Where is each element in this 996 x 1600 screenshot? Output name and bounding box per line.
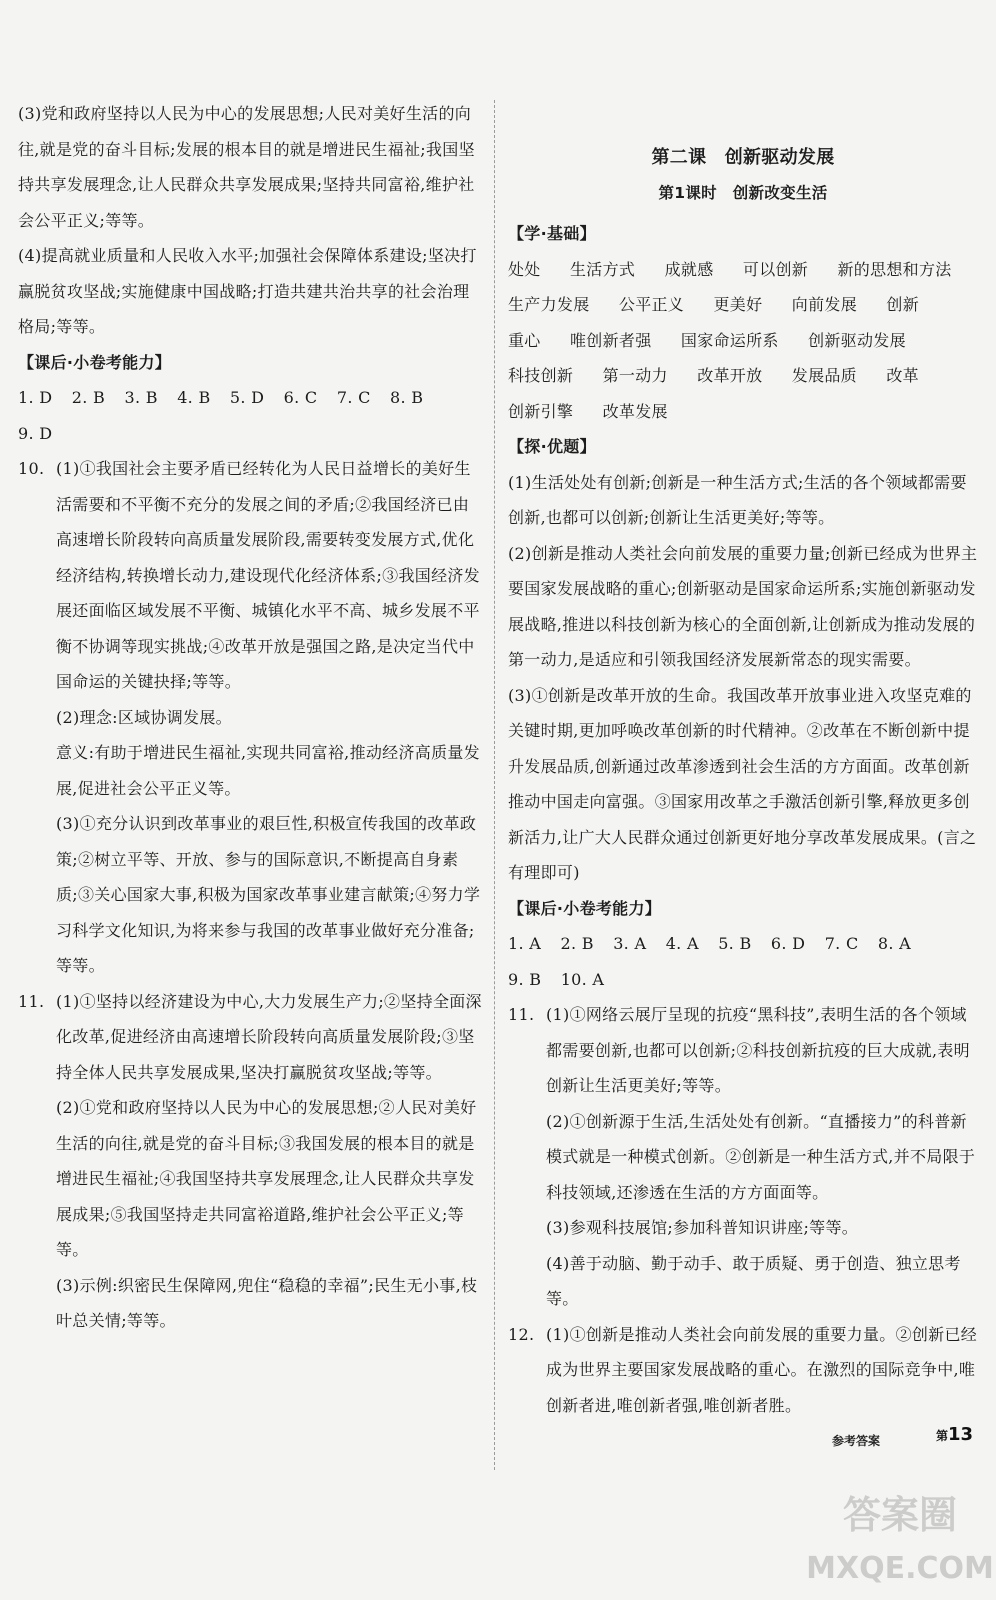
answer: 8. B <box>390 388 424 407</box>
q11-part-3: (3)示例:织密民生保障网,兜住“稳稳的幸福”;民生无小事,枝叶总关情;等等。 <box>56 1275 478 1330</box>
vocab-word: 发展品质 <box>791 366 857 385</box>
q10-part-2b: 意义:有助于增进民生福祉,实现共同富裕,推动经济高质量发展,促进社会公平正义等。 <box>56 743 480 798</box>
left-answers-row-1 <box>18 380 482 416</box>
answer: 2. B <box>71 388 106 407</box>
right-question-11 <box>508 997 978 1317</box>
r-q11-part-4: (4)善于动脑、勤于动手、敢于质疑、勇于创造、独立思考等。 <box>546 1253 961 1308</box>
column-divider <box>494 100 495 1470</box>
vocab-word: 重心 <box>508 330 541 350</box>
vocab-word: 创新引擎 <box>508 401 574 421</box>
page-prefix: 第 <box>936 1429 949 1443</box>
answer: 5. D <box>229 388 265 407</box>
page-number <box>936 1424 973 1445</box>
watermark-line-1: 答案圈 <box>842 1493 958 1537</box>
footer-label: 参考答案 <box>832 1434 881 1448</box>
left-question-10 <box>18 451 482 984</box>
r-q11-part-1: (1)①网络云展厅呈现的抗疫“黑科技”,表明生活的各个领域都需要创新,也都可以创新;②科技创新抗疫的巨大成就,表明创新让生活更美好;等等。 <box>546 1005 970 1095</box>
vocab-word: 更美好 <box>713 295 763 314</box>
answer: 3. B <box>124 388 158 407</box>
answer: 2. B <box>560 934 594 953</box>
answer: 6. C <box>283 388 318 407</box>
vocab-word: 创新驱动发展 <box>808 330 906 350</box>
page-number-value: 13 <box>948 1424 974 1445</box>
right-answers-row-2 <box>508 962 978 998</box>
answer: 1. D <box>18 388 53 407</box>
vocab-word: 唯创新者强 <box>570 330 652 350</box>
vocab-row-2 <box>508 287 978 323</box>
q11-part-2: (2)①党和政府坚持以人民为中心的发展思想;②人民对美好生活的向往,就是党的奋斗目标;③我国发展的根本目的就是增进民生福祉;④我国坚持共享发展理念,让人民群众共享发展成果;⑤我国坚持走共同富裕道路,维护社会公平正义;等等。 <box>56 1098 477 1259</box>
left-column <box>18 96 482 1339</box>
vocab-word: 可以创新 <box>742 259 809 279</box>
answer: 4. B <box>177 388 211 407</box>
right-section-explore: 【探·优题】 <box>508 437 596 456</box>
explore-part-2: (2)创新是推动人类社会向前发展的重要力量;创新已经成为世界主要国家发展战略的重心;创新驱动是国家命运所系;实施创新驱动发展战略,推进以科技创新为核心的全面创新,让创新成为推动发展的第一动力,是适应和引领我国经济发展新常态的现实需要。 <box>508 543 978 669</box>
question-number: 11. <box>18 991 45 1011</box>
left-question-11 <box>18 984 482 1339</box>
vocab-row-1 <box>508 252 978 288</box>
r-q11-part-2: (2)①创新源于生活,生活处处有创新。“直播接力”的科普新模式就是一种模式创新。②创新是一种生活方式,并不局限于科技领域,还渗透在生活的方方面面等。 <box>546 1111 976 1202</box>
answer: 3. A <box>613 934 647 953</box>
vocab-word: 向前发展 <box>791 295 857 314</box>
q10-part-1: (1)①我国社会主要矛盾已经转化为人民日益增长的美好生活需要和不平衡不充分的发展之间的矛盾;②我国经济已由高速增长阶段转向高质量发展阶段,需要转变发展方式,优化经济结构,转换增长动力,建设现代化经济体系;③我国经济发展还面临区域发展不平衡、城镇化水平不高、城乡发展不平衡不协调等现实挑战;④改革开放是强国之路,是决定当代中国命运的关键抉择;等等。 <box>56 459 480 691</box>
q10-part-3: (3)①充分认识到改革事业的艰巨性,积极宣传我国的改革政策;②树立平等、开放、参与的国际意识,不断提高自身素质;③关心国家大事,积极为国家改革事业建言献策;④努力学习科学文化知识,为将来参与我国的改革事业做好充分准备;等等。 <box>56 814 481 975</box>
q10-part-2a: (2)理念:区域协调发展。 <box>56 707 232 727</box>
r-q11-part-3: (3)参观科技展馆;参加科普知识讲座;等等。 <box>546 1218 859 1237</box>
left-answers-row-2 <box>18 416 482 452</box>
q11-part-1: (1)①坚持以经济建设为中心,大力发展生产力;②坚持全面深化改革,促进经济由高速增长阶段转向高质量发展阶段;③坚持全体人民共享发展成果,坚决打赢脱贫攻坚战;等等。 <box>56 991 482 1082</box>
question-number: 11. <box>508 1005 535 1024</box>
answer: 6. D <box>770 934 806 953</box>
answer: 8. A <box>877 934 911 953</box>
answer: 1. A <box>508 934 542 953</box>
explore-part-3: (3)①创新是改革开放的生命。我国改革开放事业进入攻坚克难的关键时期,更加呼唤改革创新的时代精神。②改革在不断创新中提升发展品质,创新通过改革渗透到社会生活的方方面面。改革创新推动中国走向富强。③国家用改革之手激活创新引擎,释放更多创新活力,让广大人民群众通过创新更好地分享改革发展成果。(言之有理即可) <box>508 685 977 882</box>
vocab-word: 改革发展 <box>602 401 668 421</box>
vocab-word: 国家命运所系 <box>680 330 779 350</box>
vocab-word: 生产力发展 <box>508 295 590 314</box>
answer: 10. A <box>560 969 605 989</box>
question-number: 12. <box>508 1324 535 1344</box>
vocab-word: 新的思想和方法 <box>837 259 952 279</box>
answer: 9. B <box>508 969 542 989</box>
lesson-subtitle: 第1课时 创新改变生活 <box>658 184 828 202</box>
vocab-word: 科技创新 <box>508 366 574 385</box>
watermark-logo <box>806 1480 994 1590</box>
vocab-word: 创新 <box>886 295 919 314</box>
answer: 7. C <box>336 388 371 407</box>
vocab-word: 改革开放 <box>697 366 763 385</box>
lesson-title: 第二课 创新驱动发展 <box>651 147 835 168</box>
left-paragraph-3: (3)党和政府坚持以人民为中心的发展思想;人民对美好生活的向往,就是党的奋斗目标;发展的根本目的就是增进民生福祉;我国坚持共享发展理念,让人民群众共享发展成果;坚持共同富裕,维护社会公平正义;等等。 <box>18 104 475 230</box>
answer: 9. D <box>18 423 53 443</box>
vocab-word: 第一动力 <box>602 366 668 385</box>
answer: 7. C <box>824 934 859 953</box>
explore-part-1: (1)生活处处有创新;创新是一种生活方式;生活的各个领域都需要创新,也都可以创新;创新让生活更美好;等等。 <box>508 472 967 527</box>
watermark-line-2: MXQE.COM <box>806 1551 994 1586</box>
question-number: 10. <box>18 459 45 478</box>
vocab-word: 生活方式 <box>570 259 636 279</box>
right-question-12 <box>508 1317 978 1424</box>
vocab-row-5 <box>508 394 978 430</box>
vocab-word: 处处 <box>508 259 541 279</box>
left-section-after-class: 【课后·小卷考能力】 <box>18 352 172 372</box>
vocab-row-4 <box>508 358 978 394</box>
answer: 4. A <box>665 934 699 953</box>
vocab-word: 改革 <box>886 366 919 385</box>
vocab-word: 成就感 <box>664 259 714 279</box>
right-answers-row-1 <box>508 926 978 962</box>
vocab-word: 公平正义 <box>618 295 685 314</box>
right-column <box>508 96 978 1423</box>
right-section-learn: 【学·基础】 <box>508 224 596 243</box>
r-q12-part-1: (1)①创新是推动人类社会向前发展的重要力量。②创新已经成为世界主要国家发展战略的重心。在激烈的国际竞争中,唯创新者进,唯创新者强,唯创新者胜。 <box>546 1324 978 1415</box>
vocab-row-3 <box>508 323 978 359</box>
right-section-after-class: 【课后·小卷考能力】 <box>508 898 662 918</box>
answer: 5. B <box>718 934 752 953</box>
left-paragraph-4: (4)提高就业质量和人民收入水平;加强社会保障体系建设;坚决打赢脱贫攻坚战;实施健康中国战略;打造共建共治共享的社会治理格局;等等。 <box>18 246 477 336</box>
